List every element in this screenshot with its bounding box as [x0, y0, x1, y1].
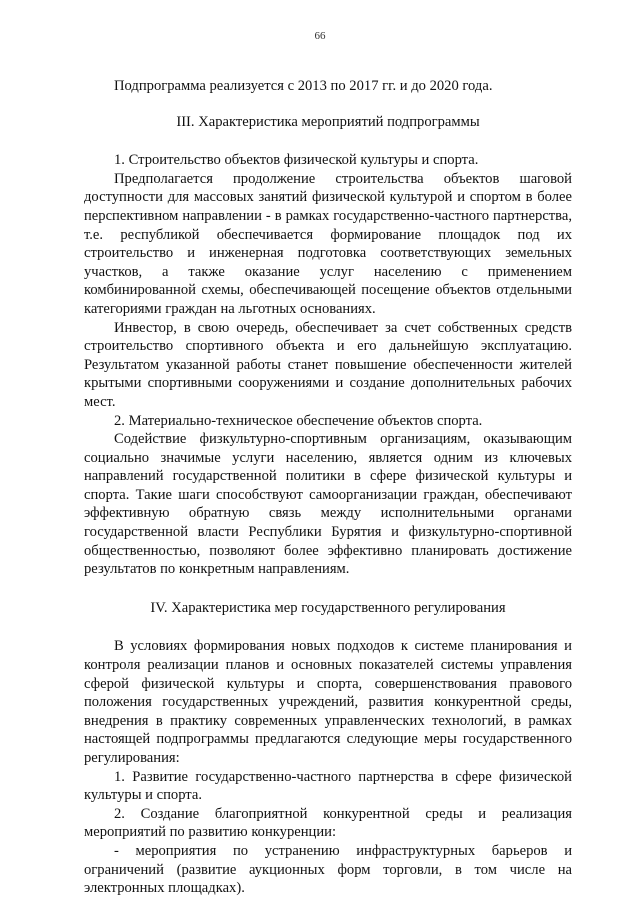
- section-4-item-1: 1. Развитие государственно-частного партнерства в сфере физической культуры и спорта.: [84, 768, 572, 804]
- spacer: [84, 617, 572, 637]
- spacer: [84, 96, 572, 113]
- page-number: 66: [314, 30, 326, 42]
- section-3-paragraph: Инвестор, в свою очередь, обеспечивает за счет собственных средств строительство спортивного объекта и его дальнейшую эксплуатацию. Результатом указанной работы станет повышение обеспеченности жителей крытыми спортивными сооружениями и создание дополнительных рабочих мест.: [84, 319, 572, 410]
- section-4-item-2: 2. Создание благоприятной конкурентной среды и реализация мероприятий по развитию конкуренции:: [84, 805, 572, 841]
- section-3-paragraph: Предполагается продолжение строительства объектов шаговой доступности для массовых занятий физической культурой и спортом в более перспективном направлении - в рамках государственно-частного партнерства, т.е. республикой обеспечивается формирование площадок под их строительство и инженерная подготовка соответствующих земельных участков, а также оказание услуг населению с применением комбинированной схемы, обеспечивающей посещение объектов отдельными категориями граждан на льготных основаниях.: [84, 170, 572, 317]
- section-4-heading: IV. Характеристика мер государственного регулирования: [150, 599, 506, 616]
- spacer: [84, 579, 572, 599]
- section-3-heading: III. Характеристика мероприятий подпрограммы: [176, 113, 480, 130]
- document-body: [84, 77, 572, 898]
- section-3-item-2: 2. Материально-техническое обеспечение объектов спорта.: [114, 412, 483, 429]
- section-3-item-1: 1. Строительство объектов физической культуры и спорта.: [114, 152, 479, 169]
- section-3-paragraph: Содействие физкультурно-спортивным организациям, оказывающим социально значимые услуги населению, является одним из ключевых направлений государственной политики в сфере физической культуры и спорта. Такие шаги способствуют самоорганизации граждан, обеспечивают эффективную обратную связь между исполнительными органами государственной власти Республики Бурятия и физкультурно-спортивной общественностью, позволяют более эффективно планировать достижение результатов по конкретным направлениям.: [84, 431, 572, 578]
- section-4-bullet: - мероприятия по устранению инфраструктурных барьеров и ограничений (развитие аукционных форм торговли, в том числе на электронных площадках).: [84, 842, 572, 897]
- section-4-paragraph: В условиях формирования новых подходов к системе планирования и контроля реализации планов и основных показателей системы управления сферой физической культуры и спорта, совершенствования правового положения государственных учреждений, развития конкурентной среды, внедрения в практику современных управленческих технологий, в рамках настоящей подпрограммы предлагаются следующие меры государственного регулирования:: [84, 638, 572, 766]
- intro-paragraph: Подпрограмма реализуется с 2013 по 2017 гг. и до 2020 года.: [114, 78, 493, 94]
- spacer: [84, 131, 572, 151]
